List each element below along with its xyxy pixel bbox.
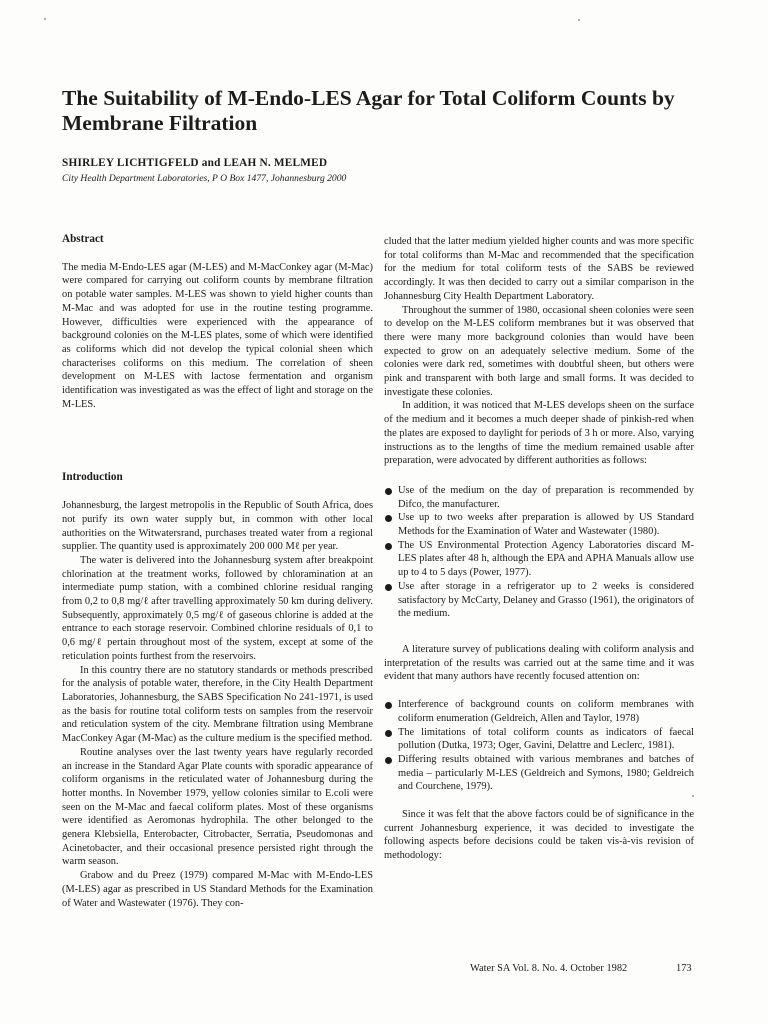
list-item: Use after storage in a refrigerator up to 2 weeks is considered satisfactory by McCarty, Delaney and Grasso (1961), the originators of the medium. [384,580,694,621]
authors: SHIRLEY LICHTIGFELD and LEAH N. MELMED [62,157,328,169]
page-number: 173 [676,963,692,974]
article-title: The Suitability of M-Endo-LES Agar for Total Coliform Counts by Membrane Filtration [62,86,675,135]
intro-paragraph-5: Grabow and du Preez (1979) compared M-Mac with M-Endo-LES (M-LES) agar as prescribed in US Standard Methods for the Examination of Water and Wastewater (1976). They con- [62,870,373,909]
abstract-text: The media M-Endo-LES agar (M-LES) and M-MacConkey agar (M-Mac) were compared for carrying out coliform counts by membrane filtration on potable water samples. M-LES was shown to yield higher counts than M-Mac and was adopted for use in the routine testing programme. However, difficulties were experienced with the appearance of background colonies on the M-LES plates, some of which were identified as coliforms which did not develop the typical colonial sheen which characterises coliforms on this medium. The correlation of sheen development on M-LES with lactose fermentation and organism identification was investigated as was the effect of light and storage on the M-LES. [62,261,373,410]
intro-paragraph-4: Routine analyses over the last twenty years have regularly recorded an increase in the Standard Agar Plate counts with sporadic appearance of coliform organisms in the reticulated water of Johannesburg during the hotter months. In November 1979, yellow colonies similar to E.coli were seen on the M-Mac and faecal coliform plates. Most of these organisms were identified as Aeromonas hydrophila. The other belonged to the genera Klebsiella, Enterobacter, Citrobacter, Serratia, Pseudomonas and Acinetobacter, and their occasional presence persisted right through the warm season. [62,746,373,868]
storage-guidance-list [384,484,694,621]
right-paragraph-3: In addition, it was noticed that M-LES develops sheen on the surface of the medium and it becomes a much deeper shade of pinkish-red when the plates are exposed to daylight for periods of 3 h or more. Also, varying instructions as to the lengths of time the medium remained usable after preparation, were advocated by different authorities as follows: [384,400,694,467]
right-column [384,235,694,863]
affiliation: City Health Department Laboratories, P O Box 1477, Johannesburg 2000 [62,173,347,184]
right-paragraph-5: Since it was felt that the above factors could be of significance in the current Johannesburg experience, it was decided to investigate the following aspects before decisions could be taken vis-à-vis revision of methodology: [384,809,694,862]
list-item: Interference of background counts on coliform membranes with coliform enumeration (Geldreich, Allen and Taylor, 1978) [384,698,694,725]
intro-paragraph-2: The water is delivered into the Johannesburg system after breakpoint chlorination at the treatment works, followed by chloramination at an intermediate pump station, with a combined chlorine residual ranging from 0,2 to 0,8 mg/ℓ after travelling approximately 50 km during delivery. Subsequently, approximately 0,5 mg/ℓ of gaseous chlorine is added at the entrance to each storage reservoir. Combined chlorine residuals of 0,1 to 0,6 mg/ℓ pertain throughout most of the system, except at some of the reticulation points furthest from the reservoirs. [62,554,373,662]
right-paragraph-2: Throughout the summer of 1980, occasional sheen colonies were seen to develop on the M-LES coliform membranes but it was observed that there were many more background colonies than would have been expected to grow on an adequately selective medium. Some of the colonies were dark red, sometimes with doubtful sheen, but others were pink and transparent with both large and small forms. It was decided to investigate these colonies. [384,304,694,398]
literature-focus-list [384,698,694,794]
scan-speck [578,19,580,21]
left-column [62,233,373,910]
list-item: Differing results obtained with various membranes and batches of media – particularly M-LES (Geldreich and Symons, 1980; Geldreich and Courchene, 1979). [384,753,694,794]
introduction-heading: Introduction [62,471,123,484]
intro-paragraph-1: Johannesburg, the largest metropolis in the Republic of South Africa, does not purify its own water supply but, in common with other local authorities on the Witwatersrand, purchases treated water from a regional supplier. The quantity used is approximately 200 000 Mℓ per year. [62,500,373,553]
journal-citation: Water SA Vol. 8. No. 4. October 1982 [470,963,628,974]
list-item: The limitations of total coliform counts as indicators of faecal pollution (Dutka, 1973; Oger, Gavini, Delattre and Leclerc, 1981). [384,726,694,753]
list-item: Use of the medium on the day of preparation is recommended by Difco, the manufacturer. [384,484,694,511]
list-item: The US Environmental Protection Agency Laboratories discard M-LES plates after 48 h, although the EPA and APHA Manuals allow use up to 4 to 5 days (Power, 1977). [384,539,694,580]
abstract-heading: Abstract [62,233,104,245]
list-item: Use up to two weeks after preparation is allowed by US Standard Methods for the Examination of Water and Wastewater (1980). [384,511,694,538]
scan-speck [44,18,46,20]
right-paragraph-4: A literature survey of publications dealing with coliform analysis and interpretation of the results was carried out at the same time and it was evident that many authors have recently focused attention on: [384,643,694,683]
right-paragraph-1: cluded that the latter medium yielded higher counts and was more specific for total coliforms than M-Mac and recommended that the specification for the medium for total coliform tests of the SABS be reviewed accordingly. It was then decided to carry out a similar comparison in the Johannesburg City Health Department Laboratory. [384,236,694,302]
intro-paragraph-3: In this country there are no statutory standards or methods prescribed for the analysis of potable water, therefore, in the City Health Department Laboratories, Johannesburg, the SABS Specification No 241-1971, is used as the basis for routine total coliform tests on samples from the reservoir and reticulation system of the city. Membrane filtration using Membrane MacConkey Agar (M-Mac) as the culture medium is the specified method. [62,664,373,745]
